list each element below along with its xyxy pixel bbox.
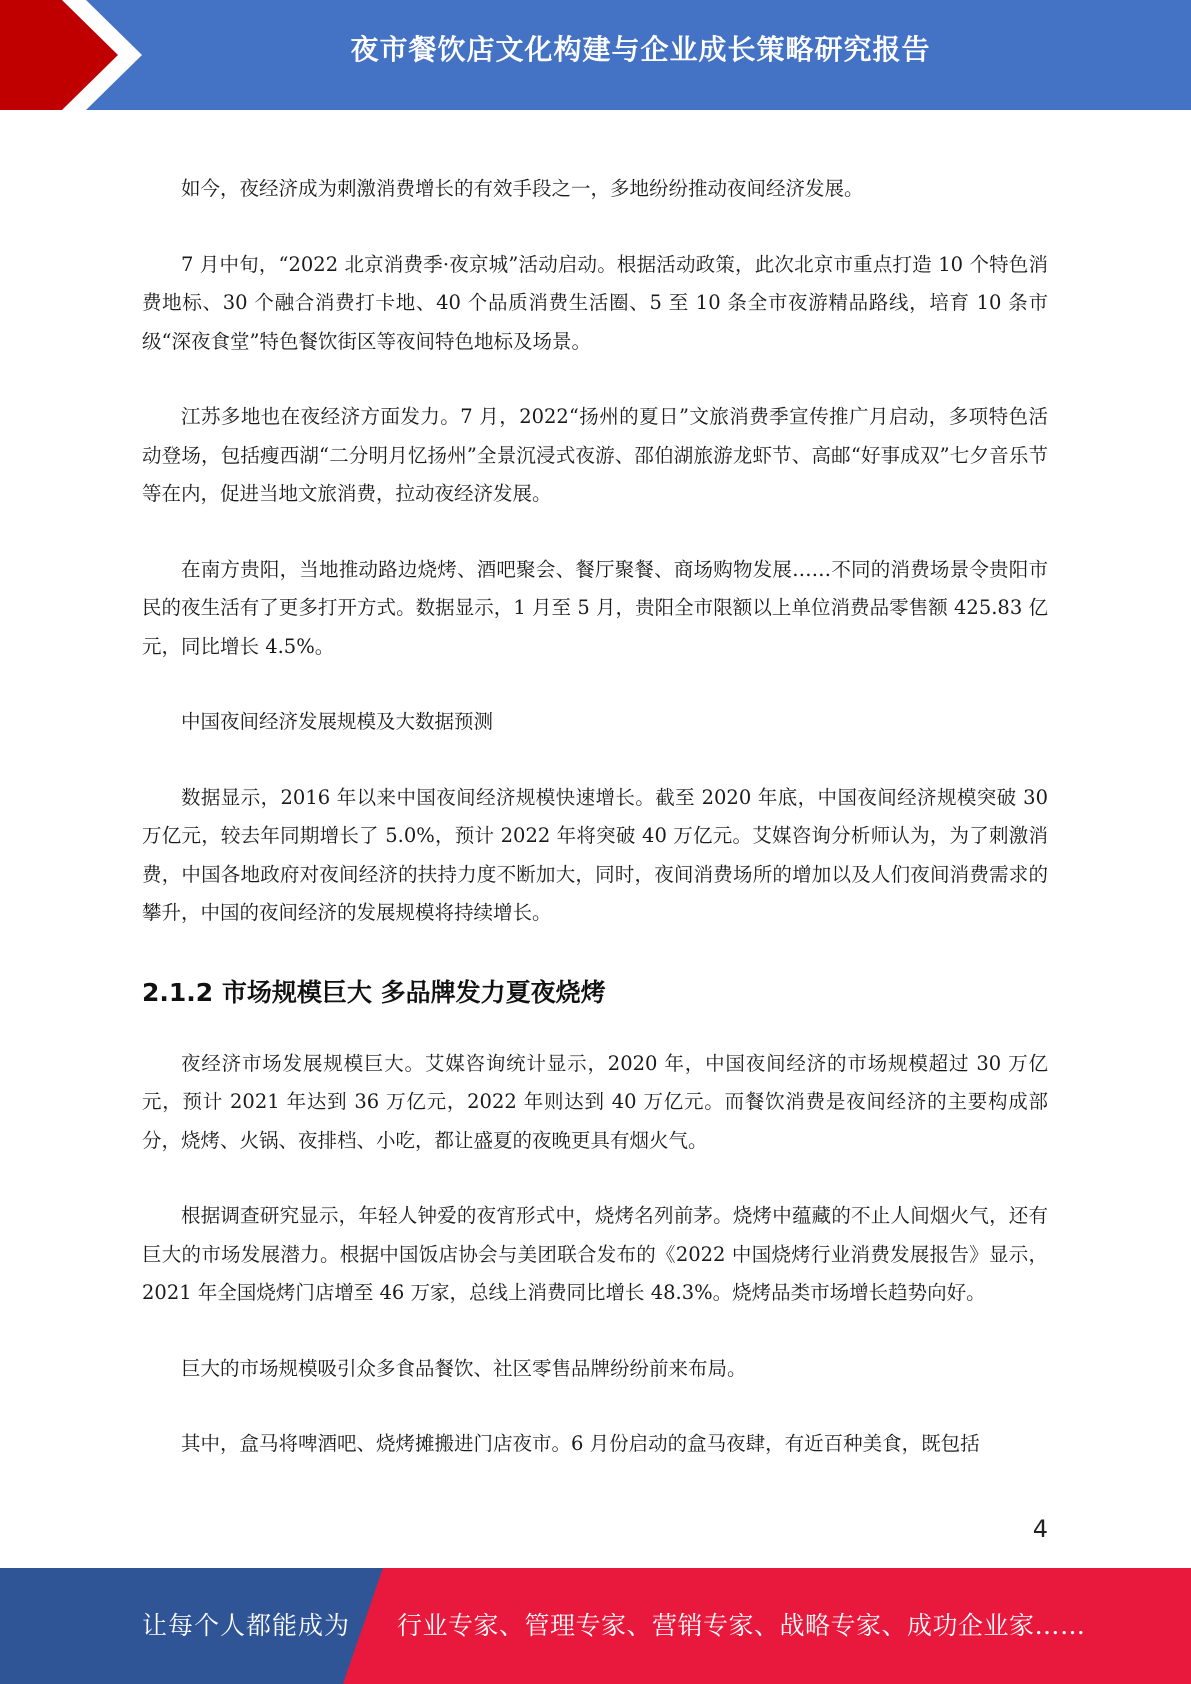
section-heading: 2.1.2 市场规模巨大 多品牌发力夏夜烧烤	[142, 977, 606, 1007]
report-title: 夜市餐饮店文化构建与企业成长策略研究报告	[350, 33, 931, 66]
paragraph: 江苏多地也在夜经济方面发力。7 月，2022“扬州的夏日”文旅消费季宣传推广月启动，多项特色活动登场，包括瘦西湖“二分明月忆扬州”全景沉浸式夜游、邵伯湖旅游龙虾节、高邮“好事成双”七夕音乐节等在内，促进当地文旅消费，拉动夜经济发展。	[142, 405, 1048, 505]
header-banner	[0, 0, 1191, 110]
paragraph: 其中，盒马将啤酒吧、烧烤摊搬进门店夜市。6 月份启动的盒马夜肆，有近百种美食，既包括	[181, 1432, 980, 1455]
paragraph: 夜经济市场发展规模巨大。艾媒咨询统计显示，2020 年，中国夜间经济的市场规模超过 30 万亿元，预计 2021 年达到 36 万亿元，2022 年则达到 40 万亿元。而餐饮消费是夜间经济的主要构成部分，烧烤、火锅、夜排档、小吃，都让盛夏的夜晚更具有烟火气。	[142, 1051, 1048, 1152]
footer-slogan-right: 行业专家、管理专家、营销专家、战略专家、成功企业家……	[397, 1611, 1086, 1640]
paragraph: 如今，夜经济成为刺激消费增长的有效手段之一，多地纷纷推动夜间经济发展。	[181, 177, 864, 200]
paragraph: 数据显示，2016 年以来中国夜间经济规模快速增长。截至 2020 年底，中国夜间经济规模突破 30 万亿元，较去年同期增长了 5.0%，预计 2022 年将突破 40 万亿元。艾媒咨询分析师认为，为了刺激消费，中国各地政府对夜间经济的扶持力度不断加大，同时，夜间消费场所的增加以及人们夜间消费需求的攀升，中国的夜间经济的发展规模将持续增长。	[142, 785, 1048, 924]
header-arrow-decoration	[0, 0, 160, 110]
paragraph: 巨大的市场规模吸引众多食品餐饮、社区零售品牌纷纷前来布局。	[181, 1356, 747, 1380]
paragraph: 在南方贵阳，当地推动路边烧烤、酒吧聚会、餐厅聚餐、商场购物发展……不同的消费场景令贵阳市民的夜生活有了更多打开方式。数据显示，1 月至 5 月，贵阳全市限额以上单位消费品零售额 425.83 亿元，同比增长 4.5%。	[142, 557, 1048, 658]
paragraph: 7 月中旬，“2022 北京消费季·夜京城”活动启动。根据活动政策，此次北京市重点打造 10 个特色消费地标、30 个融合消费打卡地、40 个品质消费生活圈、5 至 10 条全市夜游精品路线，培育 10 条市级“深夜食堂”特色餐饮街区等夜间特色地标及场景。	[142, 252, 1048, 353]
footer-banner	[0, 1568, 1191, 1684]
page-number: 4	[1032, 1515, 1048, 1543]
paragraph: 根据调查研究显示，年轻人钟爱的夜宵形式中，烧烤名列前茅。烧烤中蕴藏的不止人间烟火气，还有巨大的市场发展潜力。根据中国饭店协会与美团联合发布的《2022 中国烧烤行业消费发展报告》显示，2021 年全国烧烤门店增至 46 万家，总线上消费同比增长 48.3%。烧烤品类市场增长趋势向好。	[142, 1204, 1048, 1304]
footer-slogan-left: 让每个人都能成为	[142, 1611, 351, 1640]
document-body	[142, 170, 1048, 1464]
figure-caption: 中国夜间经济发展规模及大数据预测	[181, 710, 494, 733]
